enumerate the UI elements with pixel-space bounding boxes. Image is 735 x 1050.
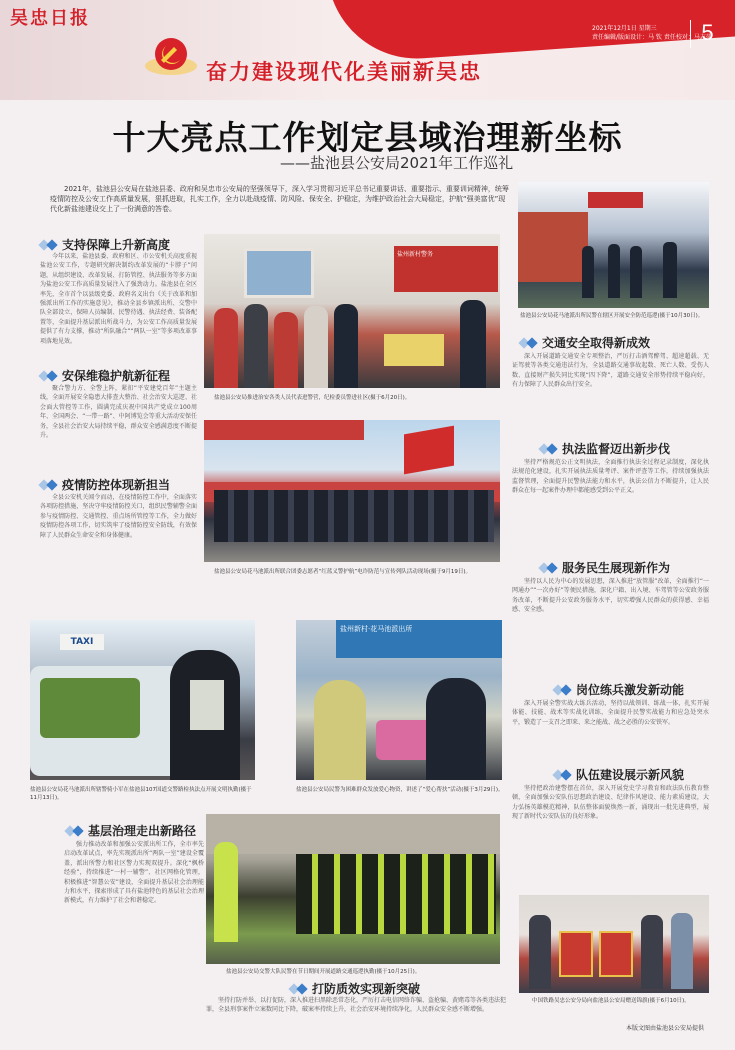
section-text-training: 深入开展全警实战大练兵活动，坚持以战领训、练战一体，扎实开展体能、技能、战术等实战化训练，全面提升民警实战能力和应急处突水平，锻造了一支召之即来、来之能战、战之必胜的公安铁军。 [512, 700, 709, 726]
section-heading-epidemic: 疫情防控体现新担当 [40, 476, 170, 493]
section-text-traffic: 深入开展道路交通安全专项整治，严厉打击酒驾醉驾、超速超载、无证驾驶等各类交通违法行为，全县道路交通事故起数、死亡人数、受伤人数、直接财产损失同比实现“四下降”，道路交通安全形势持续平稳向好，有力保障了人民群众出行安全。 [512, 353, 709, 389]
diamond-bullet-icon [554, 686, 572, 694]
diamond-bullet-icon [40, 372, 58, 380]
section-heading-security: 安保维稳护航新征程 [40, 367, 170, 384]
article-subtitle: ——盐池县公安局2021年工作巡礼 [280, 154, 514, 172]
section-text-service: 坚持以人民为中心的发展思想，深入推进“放管服”改革，全面推行“一网通办”“一次办好”等便民措施，深化户籍、出入境、车驾管等公安政务服务改革，不断提升公安政务服务水平，切实增强人民群众的获得感、幸福感、安全感。 [512, 578, 709, 614]
caption-c1: 盐池县公安局推进治安各类人员代表进警营，纪检委员警进社区(摄于6月20日)。 [214, 395, 411, 401]
section-heading-team: 队伍建设展示新风貌 [554, 766, 684, 783]
diamond-bullet-icon [40, 481, 58, 489]
caption-c4: 盐池县公安局民警为困难群众发放爱心物资，讲述了“爱心帮扶”活动(摄于3月29日)。 [296, 787, 504, 793]
section-text-security: 聚合警力方、全警上阵，紧扣“平安建党百年”主题主线，全面开展安全隐患大排查大整治、社会治安大巡逻、社会面大管控等工作，圆满完成庆祝中国共产党成立100周年、全国两会、“一带一路”、中阿博览会等重大活动安保任务，全县社会治安大局持续平稳，群众安全感满意度不断提升。 [40, 385, 197, 440]
photo-police-gate [518, 182, 709, 308]
header-banner [0, 0, 735, 100]
header-slogan: 奋力建设现代化美丽新吴忠 [206, 60, 482, 84]
section-heading-traffic: 交通安全取得新成效 [520, 334, 650, 351]
section-heading-support: 支持保障上升新高度 [40, 236, 170, 253]
section-text-grassroots: 强力推动改革和加强公安派出所工作，全市率先启动改革试点，率先实现派出所“两队一室”建设全覆盖，派出所警力和社区警力实现双提升。深化“枫桥经验”，持续推进“一村一辅警”、社区网格化管理，积极推进“智慧公安”建设，全面提升基层社会治理能力和水平，探索形成了具有盐池特色的基层社会治理新模式，有力维护了社会和谐稳定。 [64, 841, 204, 905]
section-heading-service: 服务民生展现新作为 [540, 559, 670, 576]
caption-c6: 盐池县公安局花马池派出所民警在辖区开展安全防范巡逻(摄于10月30日)。 [520, 313, 704, 319]
photo-volunteer-rally [204, 420, 500, 562]
photo-community-visit [204, 234, 500, 388]
caption-c2: 盐池县公安局花马池派出所联合团委志愿者“红蓝义警护航”电诈防范与宣传列队活动现场(摄于9月19日)。 [214, 569, 471, 575]
editor-credits: 责任编辑/版面设计：马 钦 责任校对：马志萍 [592, 34, 712, 41]
diamond-bullet-icon [540, 445, 558, 453]
section-text-support: 今年以来，盐池县委、政府和区、市公安机关高度重视盐池公安工作，专题研究解决制约改革发展的“卡脖子”问题，从组织建设、改革发展、打防管控、执法服务等多方面为盐池公安工作高质量发展注入了强劲动力。盐池县在全区率先，全市首个以县级党委、政府名义出台《关于改革和加强派出所工作的实施意见》，推动全县乡镇派出所、交警中队全部设立，保障人员编制、民警待遇、执法经费、装备配置等，全面提升基层派出所战斗力，为公安工作高质量发展提供了有力支撑，推动“所队融合”“两队一室”等多项改革事项落地见效。 [40, 253, 197, 345]
section-text-epidemic: 全县公安机关闻令而动，在疫情防控工作中，全面落实各项防控措施，坚决守牢疫情防控关口，组织民警辅警全面参与疫情防控、交通管控、重点场所管控等工作，全力做好疫情防控各项工作，切实筑牢了疫情防控安全防线，有效保障了人民群众生命安全和身体健康。 [40, 494, 197, 539]
diamond-bullet-icon [40, 241, 58, 249]
caption-c7: 中国铁路吴忠公安分局向盐池县公安局赠送锦旗(摄于6月10日)。 [532, 998, 690, 1004]
caption-c3: 盐池县公安局花马池派出所辖警骑小军在盐池县107国道交警路检执法点开展文明执勤(摄于11月13日)。 [30, 787, 252, 801]
article-title: 十大亮点工作划定县域治理新坐标 [112, 118, 623, 157]
footer-credit: 本版文图由盐池县公安局提供 [626, 1025, 705, 1032]
section-text-law: 坚持严格规范公正文明执法，全面推行执法全过程记录制度，深化执法规范化建设，扎实开展执法质量考评、案件评查等工作，持续加强执法监督管理，全面提升民警执法能力和水平，执法公信力不断提升，让人民群众在每一起案件办理中都能感受到公平正义。 [512, 459, 709, 495]
intro-paragraph: 2021年，盐池县公安局在盐池县委、政府和吴忠市公安局的坚强领导下，深入学习贯彻习近平总书记重要讲话、重要指示、重要训词精神，统筹疫情防控及公安工作高质量发展，狠抓进取，扎实工作，全力以赴战疫情、防风险、保安全、护稳定，为维护政治社会大局稳定，护航“强美富优”现代化新盐池建设交上了一份满意的答卷。 [50, 185, 509, 213]
diamond-bullet-icon [540, 564, 558, 572]
photo-pennant-award [519, 895, 709, 993]
photo-banner-text: 盐州新村警务 [394, 246, 498, 292]
section-text-crime: 坚持打防并举、以打促防，深入推进扫黑除恶常态化，严厉打击电信网络诈骗、盗抢骗、黄赌毒等各类违法犯罪，全县刑事案件立案数同比下降，破案率持续上升，社会治安环境持续净化，人民群众安全感不断增强。 [206, 997, 506, 1014]
section-heading-training: 岗位练兵激发新动能 [554, 681, 684, 698]
taxi-sign-text: TAXI [60, 634, 104, 650]
masthead: 吴忠日报 [10, 8, 90, 29]
photo-charity-delivery [296, 620, 502, 780]
diamond-bullet-icon [66, 827, 84, 835]
photo-traffic-police-patrol [206, 814, 500, 964]
section-heading-crime: 打防质效实现新突破 [290, 980, 420, 997]
diamond-bullet-icon [554, 771, 572, 779]
diamond-bullet-icon [290, 985, 308, 993]
issue-date: 2021年12月1日 星期三 [592, 25, 657, 32]
section-heading-grassroots: 基层治理走出新路径 [66, 822, 196, 839]
page-number: 5 [690, 20, 724, 48]
section-heading-law: 执法监督迈出新步伐 [540, 440, 670, 457]
photo-taxi-inspection [30, 620, 255, 780]
section-text-team: 坚持把政治建警摆在首位，深入开展党史学习教育和政法队伍教育整顿，全面加强公安队伍思想政治建设、纪律作风建设、能力素质建设，大力弘扬英雄模范精神，队伍整体面貌焕然一新，涌现出一批先进典型，展现了新时代公安队伍的良好形象。 [512, 785, 709, 821]
party-emblem-icon [144, 36, 198, 76]
caption-c5: 盐池县公安局交警大队民警在节日期间开展道路交通巡逻执勤(摄于10月25日)。 [226, 969, 421, 975]
diamond-bullet-icon [520, 339, 538, 347]
photo-station-banner: 盐州新村·花马池派出所 [336, 620, 502, 658]
